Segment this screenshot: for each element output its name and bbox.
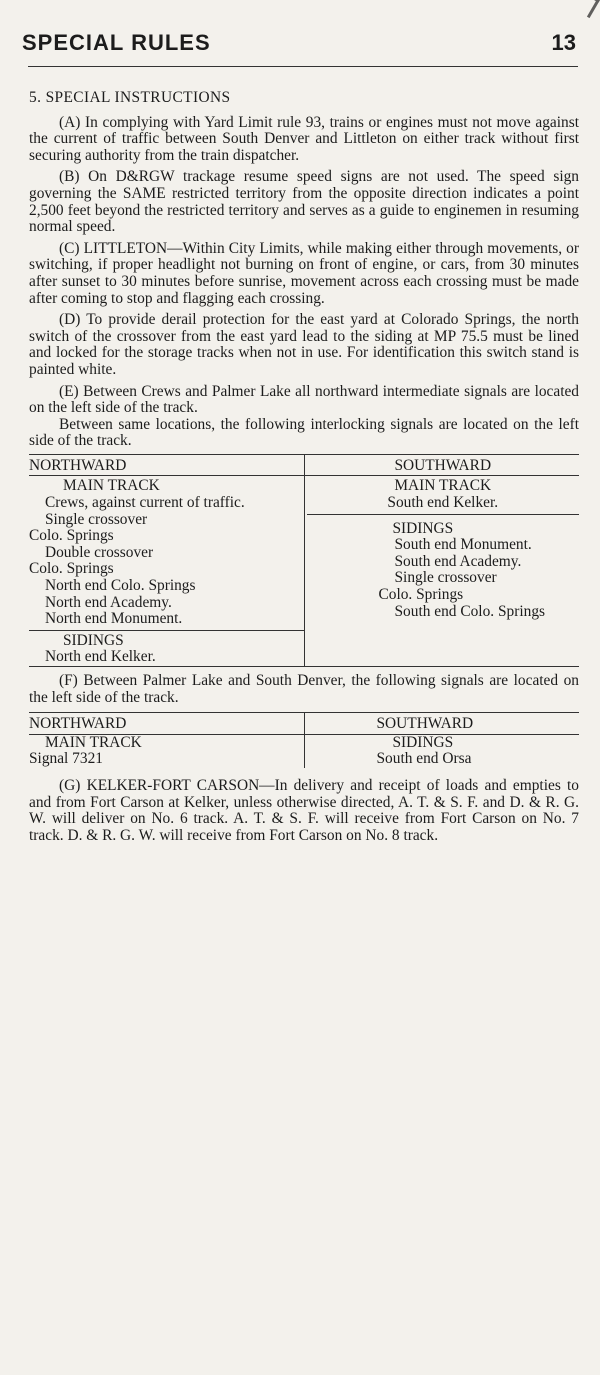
left-side-signals-table	[29, 712, 579, 768]
northward-line: Double crossover	[45, 543, 154, 561]
northward-header: NORTHWARD	[29, 454, 304, 476]
northward-line: North end Monument.	[45, 610, 183, 628]
southward-sidings-line: Single crossover	[394, 569, 497, 587]
header-divider	[28, 66, 578, 67]
northward-sidings-line: North end Kelker.	[45, 648, 156, 666]
paragraph-g: (G) KELKER-FORT CARSON—In delivery and receipt of loads and empties to and from Fort Carson at Kelker, unless otherwise directed, A. T. & S. F. and D. & R. G. W. will deliver on No. 6 track. A. T. & S. F. will receive from Fort Carson on No. 7 track. D. & R. G. W. will receive from Fort Carson on No. 8 track.	[29, 776, 579, 844]
f-northward-header: NORTHWARD	[29, 713, 304, 735]
paragraph-b: (B) On D&RGW trackage resume speed signs are not used. The speed sign governing the SAME restricted territory from the opposite direction indicates a point 2,500 feet beyond the restricted territory and serves as a guide to enginemen in resuming normal speed.	[29, 168, 579, 236]
page-header	[22, 28, 578, 62]
southward-sidings-label: SIDINGS	[392, 519, 454, 537]
section-heading: 5. SPECIAL INSTRUCTIONS	[29, 89, 231, 106]
southward-sidings-line: South end Monument.	[394, 536, 532, 554]
northward-line: North end Colo. Springs	[45, 577, 196, 595]
f-southward-header: SOUTHWARD	[304, 713, 579, 735]
southward-sidings-line: South end Colo. Springs	[394, 602, 546, 620]
northward-line: Crews, against current of traffic.	[45, 494, 245, 512]
northward-column	[29, 476, 304, 667]
northward-line: Single crossover	[45, 510, 148, 528]
f-southward-label: SIDINGS	[392, 733, 454, 751]
page-number: 13	[551, 30, 576, 55]
southward-header: SOUTHWARD	[304, 454, 579, 476]
f-northward-value: Signal 7321	[29, 751, 304, 768]
northward-main-track-label: MAIN TRACK	[63, 477, 160, 495]
paragraph-f: (F) Between Palmer Lake and South Denver, the following signals are located on the left side of the track.	[29, 672, 579, 706]
southward-sidings-line: South end Academy.	[394, 552, 522, 570]
paragraph-d: (D) To provide derail protection for the east yard at Colorado Springs, the north switch of the crossover from the east yard lead to the siding at MP 75.5 must be lined and locked for the storage tracks when not in use. For identification this switch stand is painted white.	[29, 311, 579, 378]
northward-line: Colo. Springs	[29, 527, 114, 545]
page-corner-fold	[571, 0, 600, 18]
interlocking-signals-table	[29, 454, 579, 667]
paragraph-c: (C) LITTLETON—Within City Limits, while making either through movements, or switching, if proper headlight not burning on front of engine, or cars, from 30 minutes after sunset to 30 minutes before sunrise, movement across each crossing must be made after coming to stop and flagging each crossing.	[29, 239, 579, 307]
southward-column	[304, 476, 579, 667]
southward-sidings-line: Colo. Springs	[378, 586, 464, 604]
paragraph-a: (A) In complying with Yard Limit rule 93, trains or engines must not move against the current of traffic between South Denver and Littleton on either track without first securing authority from the train dispatcher.	[29, 113, 579, 164]
northward-sidings-label: SIDINGS	[63, 631, 124, 649]
page-title: SPECIAL RULES	[22, 30, 211, 55]
southward-main-track-label: MAIN TRACK	[394, 477, 492, 495]
page-content	[29, 90, 579, 849]
f-northward-label: MAIN TRACK	[29, 734, 304, 751]
southward-main-line: South end Kelker.	[387, 494, 499, 512]
f-southward-value: South end Orsa	[376, 750, 472, 768]
northward-line: North end Academy.	[45, 593, 172, 611]
paragraph-e2: Between same locations, the following interlocking signals are located on the left side of the track.	[29, 415, 579, 450]
paragraph-e1: (E) Between Crews and Palmer Lake all northward intermediate signals are located on the left side of the track.	[29, 382, 579, 417]
northward-line: Colo. Springs	[29, 560, 114, 578]
